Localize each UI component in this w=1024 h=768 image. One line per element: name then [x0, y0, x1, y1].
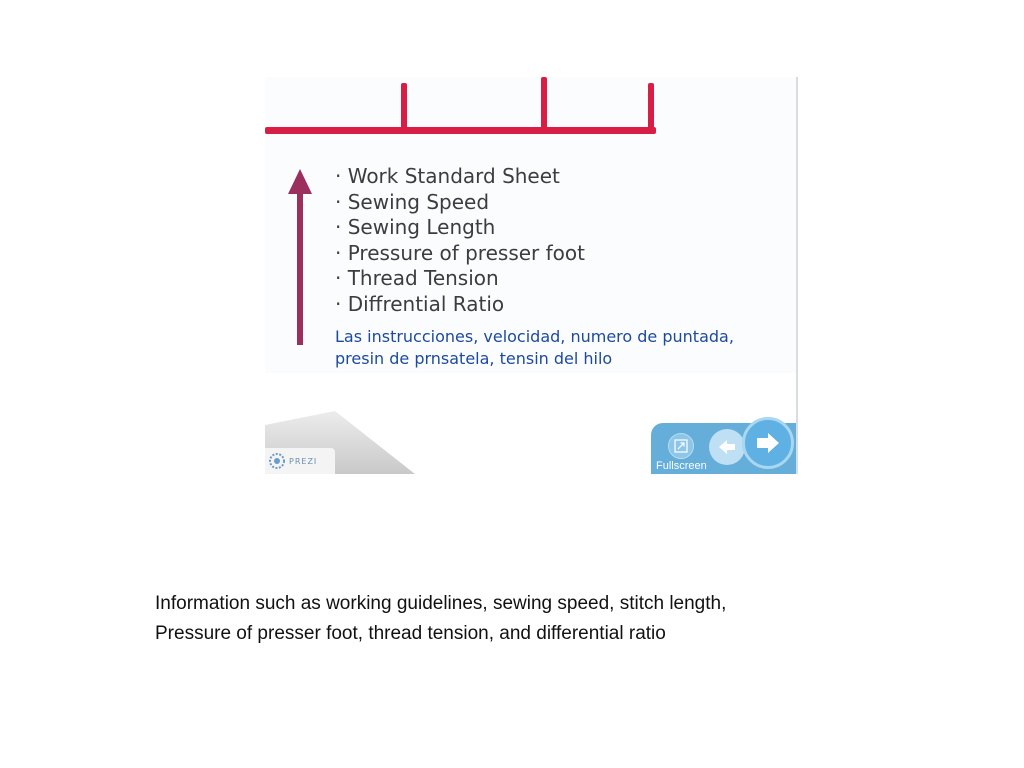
- prev-arrow-icon: [718, 439, 736, 455]
- bullet-item: · Sewing Speed: [335, 190, 585, 216]
- caption-line: Pressure of presser foot, thread tension, and differential ratio: [155, 623, 666, 644]
- prezi-brand-label: PREZI: [289, 456, 318, 466]
- caption-text: [155, 589, 915, 649]
- next-button[interactable]: [742, 417, 794, 469]
- fullscreen-icon: [674, 439, 688, 453]
- player-controls: [651, 423, 796, 474]
- bullet-item: · Work Standard Sheet: [335, 164, 585, 190]
- spanish-translation: [335, 326, 795, 370]
- previous-button[interactable]: [709, 429, 745, 465]
- fullscreen-label: Fullscreen: [656, 460, 707, 472]
- red-horizontal-line: [265, 127, 656, 134]
- next-arrow-icon: [756, 432, 780, 454]
- red-vertical-line-3: [648, 83, 654, 133]
- bullet-item: · Pressure of presser foot: [335, 241, 585, 267]
- fullscreen-button[interactable]: [668, 433, 694, 459]
- frame-border: [796, 77, 798, 474]
- spanish-line: Las instrucciones, velocidad, numero de puntada,: [335, 327, 734, 346]
- prezi-logo-icon: [269, 453, 285, 469]
- red-vertical-line-1: [401, 83, 407, 133]
- bullet-list: [335, 164, 585, 318]
- slide-content: [265, 77, 796, 373]
- up-arrow-icon: [285, 167, 315, 347]
- bullet-item: · Sewing Length: [335, 215, 585, 241]
- red-vertical-line-2: [541, 77, 547, 133]
- caption-line: Information such as working guidelines, sewing speed, stitch length,: [155, 593, 727, 614]
- prezi-logo-badge[interactable]: [265, 448, 335, 474]
- bullet-item: · Thread Tension: [335, 266, 585, 292]
- spanish-line: presin de prnsatela, tensin del hilo: [335, 349, 613, 368]
- prezi-embed: [265, 77, 798, 474]
- bullet-item: · Diffrential Ratio: [335, 292, 585, 318]
